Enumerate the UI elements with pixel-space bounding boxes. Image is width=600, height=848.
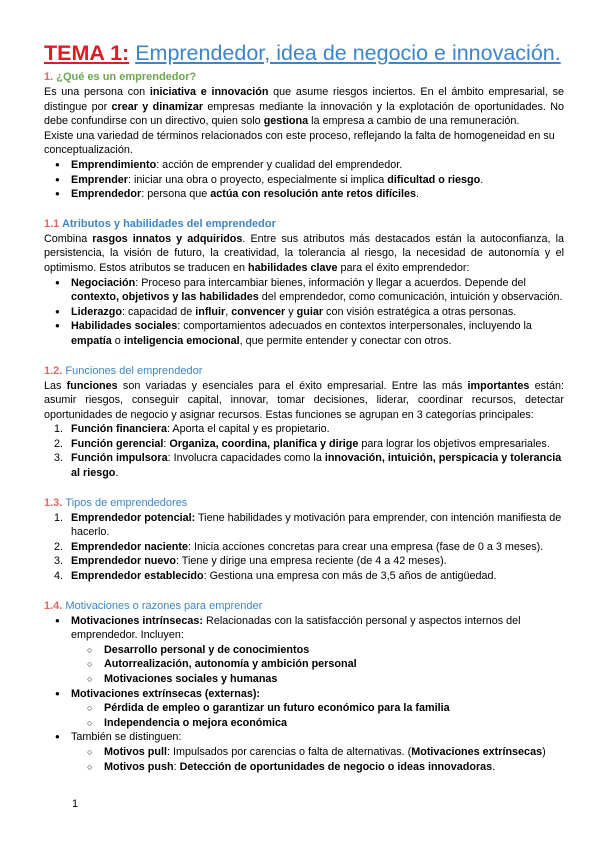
section-1-heading: 1. ¿Qué es un emprendedor?: [44, 71, 197, 83]
sublist-item: ○ Motivos push: Detección de oportunidades de negocio o ideas innovadoras.: [44, 760, 564, 775]
sublist-item: ○ Autorrealización, autonomía y ambición personal: [44, 657, 564, 672]
sublist-item: ○ Pérdida de empleo o garantizar un futuro económico para la familia: [44, 701, 564, 716]
section-1-1-paragraph: Combina rasgos innatos y adquiridos. Entre sus atributos más destacados están la autoconfianza, la persistencia, la visión de futuro, la creatividad, la tolerancia al riesgo, la necesidad de autonomía y el optimismo. Estos atributos se traducen en habilidades clave para el éxito emprendedor:: [44, 232, 564, 274]
title-text: Emprendedor, idea de negocio e innovación.: [135, 41, 561, 65]
list-item: 1. Función financiera: Aporta el capital y es propietario.: [54, 423, 330, 436]
document-body: [44, 40, 564, 774]
section-1-paragraph-2: Existe una variedad de términos relacionados con este proceso, reflejando la falta de homogeneidad en su conceptualización.: [44, 129, 555, 157]
list-item: ● Emprendedor: persona que actúa con resolución ante retos difíciles.: [44, 187, 564, 202]
section-1-3-heading: 1.3. Tipos de emprendedores: [44, 496, 188, 509]
section-1-paragraph: Es una persona con iniciativa e innovación que asume riesgos inciertos. En el ámbito empresarial, se distingue por crear y dinamizar empresas mediante la innovación y la explotación de oportunidades. No debe confundirse con un directivo, quien solo gestiona la empresa a cambio de una remuneración.: [44, 86, 565, 128]
list-item: 2. Función gerencial: Organiza, coordina, planifica y dirige para lograr los objetivos empresariales.: [54, 437, 550, 450]
list-item: 1. Emprendedor potencial: Tiene habilidades y motivación para emprender, con intención manifiesta de hacerlo.: [54, 511, 562, 539]
section-1-list: [44, 158, 564, 202]
page-number: 1: [72, 798, 79, 810]
list-item: ● Motivaciones intrínsecas: Relacionadas con la satisfacción personal y aspectos internos del emprendedor. Incluyen:: [44, 614, 564, 643]
section-1-1-heading: 1.1 Atributos y habilidades del emprendedor: [44, 217, 276, 230]
list-item: ● Negociación: Proceso para intercambiar bienes, información y llegar a acuerdos. Depende del contexto, objetivos y las habilidades del emprendedor, como comunicación, intuición y observación.: [44, 276, 564, 305]
sublist-item: ○ Motivaciones sociales y humanas: [44, 672, 564, 687]
section-1-4-list: [44, 614, 564, 775]
section-1-1-list: [44, 276, 564, 349]
sublist-item: ○ Motivos pull: Impulsados por carencias o falta de alternativas. (Motivaciones extrínsecas): [44, 745, 564, 760]
section-1-4-heading: 1.4. Motivaciones o razones para emprender: [44, 599, 263, 612]
list-item: 3. Emprendedor nuevo: Tiene y dirige una empresa reciente (de 4 a 42 meses).: [54, 555, 447, 568]
title-topic: TEMA 1:: [44, 41, 130, 65]
section-1-3-list: [44, 511, 564, 584]
list-item: ● Motivaciones extrínsecas (externas):: [44, 687, 564, 702]
sublist-item: ○ Desarrollo personal y de conocimientos: [44, 643, 564, 658]
section-1-2-heading: 1.2. Funciones del emprendedor: [44, 364, 203, 377]
list-item: 4. Emprendedor establecido: Gestiona una empresa con más de 3,5 años de antigüedad.: [54, 570, 497, 583]
list-item: ● Habilidades sociales: comportamientos adecuados en contextos interpersonales, incluyendo la empatía o inteligencia emocional, que permite entender y conectar con otros.: [44, 319, 564, 348]
list-item: ● Emprendimiento: acción de emprender y cualidad del emprendedor.: [44, 158, 564, 173]
list-item: 3. Función impulsora: Involucra capacidades como la innovación, intuición, perspicacia y tolerancia al riesgo.: [54, 452, 562, 480]
section-1-2-list: [44, 422, 564, 480]
document-title: [44, 40, 564, 67]
list-item: 2. Emprendedor naciente: Inicia acciones concretas para crear una empresa (fase de 0 a 3 meses).: [54, 540, 544, 553]
section-1-2-paragraph: Las funciones son variadas y esenciales para el éxito empresarial. Entre las más importantes están: asumir riesgos, conseguir capital, innovar, tomar decisiones, liderar, coordinar recursos, detectar oportunidades de negocio y asignar recursos. Estas funciones se agrupan en 3 categorías principales:: [44, 379, 564, 421]
list-item: ● También se distinguen:: [44, 730, 564, 745]
list-item: ● Liderazgo: capacidad de influir, convencer y guiar con visión estratégica a otras personas.: [44, 305, 564, 320]
list-item: ● Emprender: iniciar una obra o proyecto, especialmente si implica dificultad o riesgo.: [44, 173, 564, 188]
sublist-item: ○ Independencia o mejora económica: [44, 716, 564, 731]
